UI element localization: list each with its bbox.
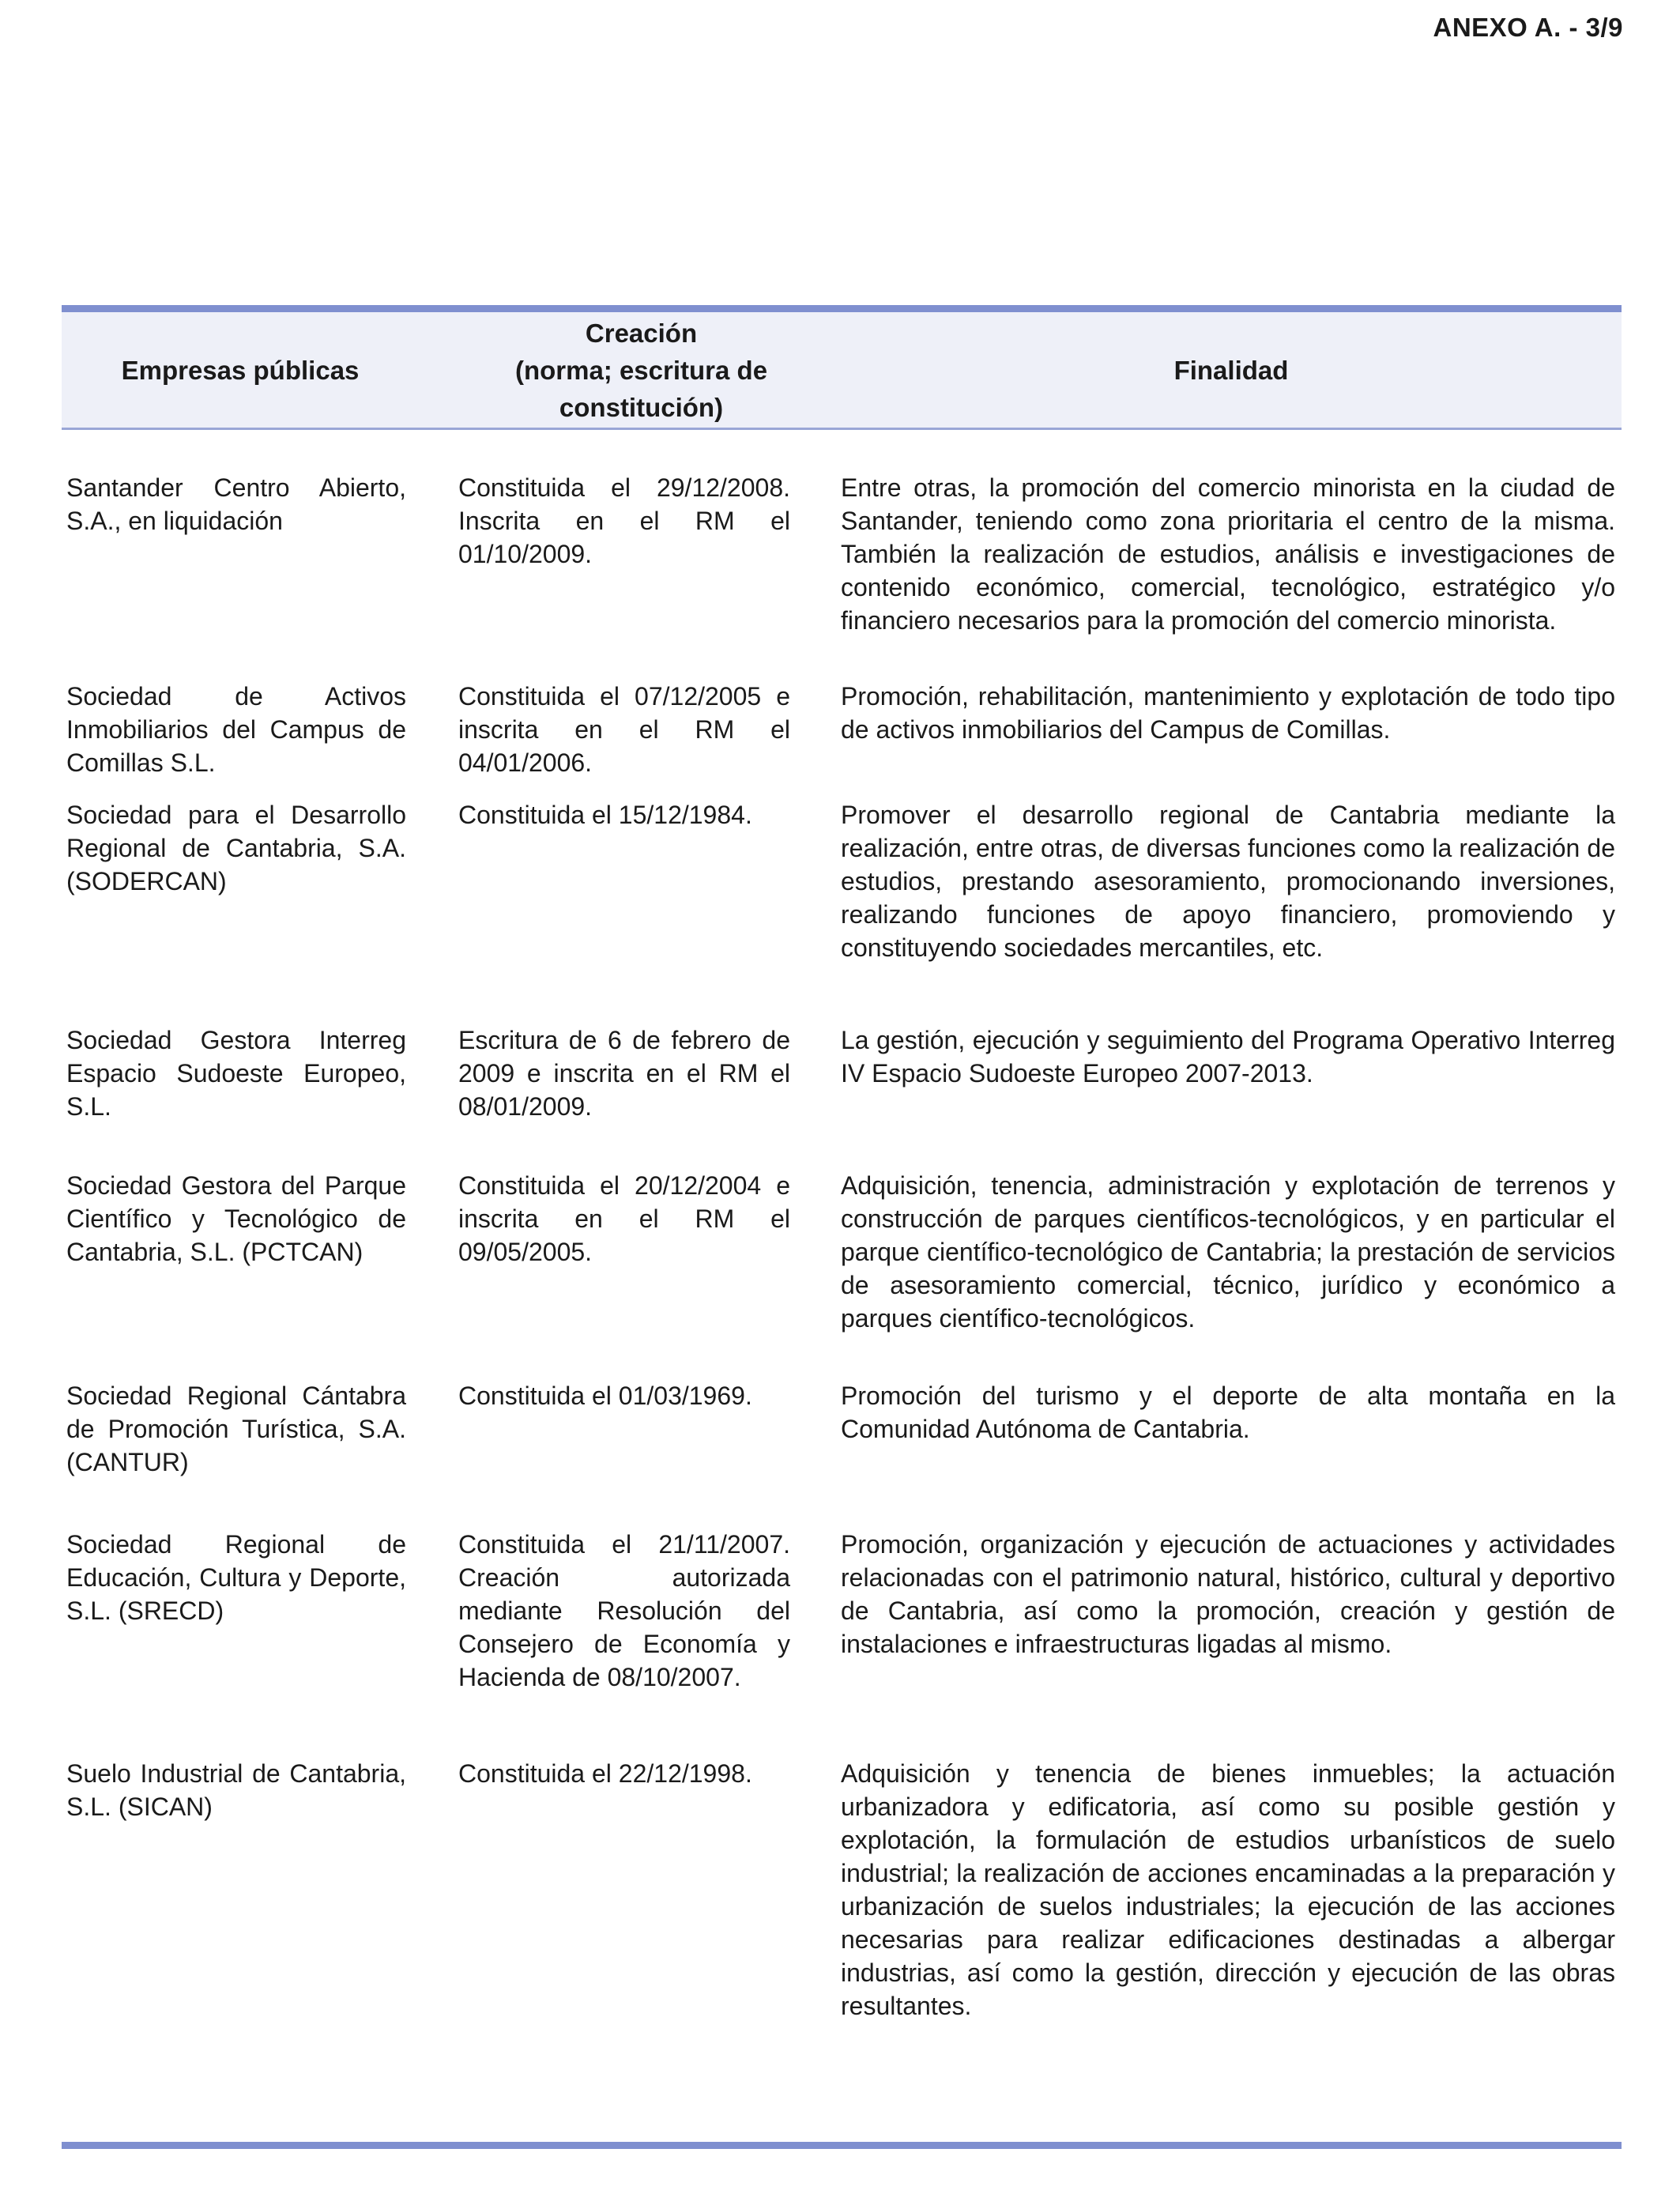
- table-row: [62, 1023, 1622, 1169]
- header-empresas: Empresas públicas: [121, 355, 360, 385]
- cell-creacion: Constituida el 22/12/1998.: [458, 1759, 752, 1788]
- cell-finalidad: La gestión, ejecución y seguimiento del Programa Operativo Interreg IV Espacio Sudoeste Europeo 2007-2013.: [841, 1026, 1615, 1088]
- table-body: [62, 471, 1622, 2022]
- cell-empresa: Sociedad para el Desarrollo Regional de Cantabria, S.A. (SODERCAN): [66, 801, 406, 895]
- cell-empresa: Santander Centro Abierto, S.A., en liquidación: [66, 473, 406, 535]
- cell-finalidad: Promoción, organización y ejecución de actuaciones y actividades relacionadas con el patrimonio natural, histórico, cultural y deportivo de Cantabria, así como la promoción, creación y gestión de instalaciones e infraestructuras ligadas al mismo.: [841, 1530, 1615, 1658]
- cell-creacion: Constituida el 20/12/2004 e inscrita en el RM el 09/05/2005.: [458, 1171, 790, 1266]
- cell-empresa: Sociedad Gestora del Parque Científico y Tecnológico de Cantabria, S.L. (PCTCAN): [66, 1171, 406, 1266]
- cell-creacion: Constituida el 07/12/2005 e inscrita en el RM el 04/01/2006.: [458, 682, 790, 777]
- table-header-row: [62, 312, 1622, 430]
- table-row: [62, 798, 1622, 1023]
- cell-finalidad: Promover el desarrollo regional de Cantabria mediante la realización, entre otras, de diversas funciones como la realización de estudios, prestando asesoramiento, promocionando inversiones, realizando funciones de apoyo financiero, promoviendo y constituyendo sociedades mercantiles, etc.: [841, 801, 1615, 962]
- public-companies-table: [62, 305, 1622, 2022]
- cell-creacion: Constituida el 15/12/1984.: [458, 801, 752, 829]
- table-row: [62, 1757, 1622, 2022]
- table-bottom-rule: [62, 2142, 1622, 2149]
- table-top-rule: [62, 305, 1622, 312]
- cell-creacion: Constituida el 01/03/1969.: [458, 1382, 752, 1410]
- header-creacion: [414, 315, 841, 426]
- table-row: [62, 1528, 1622, 1757]
- page-header-annex-label: ANEXO A. - 3/9: [1433, 13, 1623, 42]
- cell-finalidad: Promoción del turismo y el deporte de alta montaña en la Comunidad Autónoma de Cantabria.: [841, 1382, 1615, 1443]
- header-creacion-line1: Creación: [585, 318, 698, 348]
- cell-empresa: Sociedad Regional de Educación, Cultura y Deporte, S.L. (SRECD): [66, 1530, 406, 1625]
- cell-empresa: Sociedad Gestora Interreg Espacio Sudoeste Europeo, S.L.: [66, 1026, 406, 1121]
- table-row: [62, 1379, 1622, 1528]
- table-row: [62, 1169, 1622, 1379]
- cell-creacion: Constituida el 29/12/2008. Inscrita en el RM el 01/10/2009.: [458, 473, 790, 568]
- cell-finalidad: Entre otras, la promoción del comercio minorista en la ciudad de Santander, teniendo como zona prioritaria el centro de la misma. También la realización de estudios, análisis e investigaciones de contenido económico, comercial, tecnológico, estratégico y/o financiero necesarios para la promoción del comercio minorista.: [841, 473, 1615, 635]
- cell-empresa: Suelo Industrial de Cantabria, S.L. (SICAN): [66, 1759, 406, 1821]
- cell-finalidad: Adquisición, tenencia, administración y explotación de terrenos y construcción de parques científicos-tecnológicos, y en particular el parque científico-tecnológico de Cantabria; la prestación de servicios de asesoramiento comercial, técnico, jurídico y económico a parques científico-tecnológicos.: [841, 1171, 1615, 1333]
- cell-empresa: Sociedad Regional Cántabra de Promoción Turística, S.A. (CANTUR): [66, 1382, 406, 1476]
- header-creacion-line3: constitución): [559, 392, 724, 422]
- cell-creacion: Escritura de 6 de febrero de 2009 e inscrita en el RM el 08/01/2009.: [458, 1026, 790, 1121]
- table-row: [62, 471, 1622, 680]
- table-row: [62, 680, 1622, 798]
- header-finalidad: Finalidad: [1173, 355, 1289, 385]
- cell-empresa: Sociedad de Activos Inmobiliarios del Campus de Comillas S.L.: [66, 682, 406, 777]
- cell-finalidad: Adquisición y tenencia de bienes inmuebles; la actuación urbanizadora y edificatoria, así como su posible gestión y explotación, la formulación de estudios urbanísticos de suelo industrial; la realización de acciones encaminadas a la preparación y urbanización de suelos industriales; la ejecución de las acciones necesarias para realizar edificaciones destinadas a albergar industrias, así como la gestión, dirección y ejecución de las obras resultantes.: [841, 1759, 1615, 2020]
- cell-finalidad: Promoción, rehabilitación, mantenimiento y explotación de todo tipo de activos inmobiliarios del Campus de Comillas.: [841, 682, 1615, 744]
- cell-creacion: Constituida el 21/11/2007. Creación autorizada mediante Resolución del Consejero de Economía y Hacienda de 08/10/2007.: [458, 1530, 790, 1691]
- header-creacion-line2: (norma; escritura de: [514, 355, 768, 385]
